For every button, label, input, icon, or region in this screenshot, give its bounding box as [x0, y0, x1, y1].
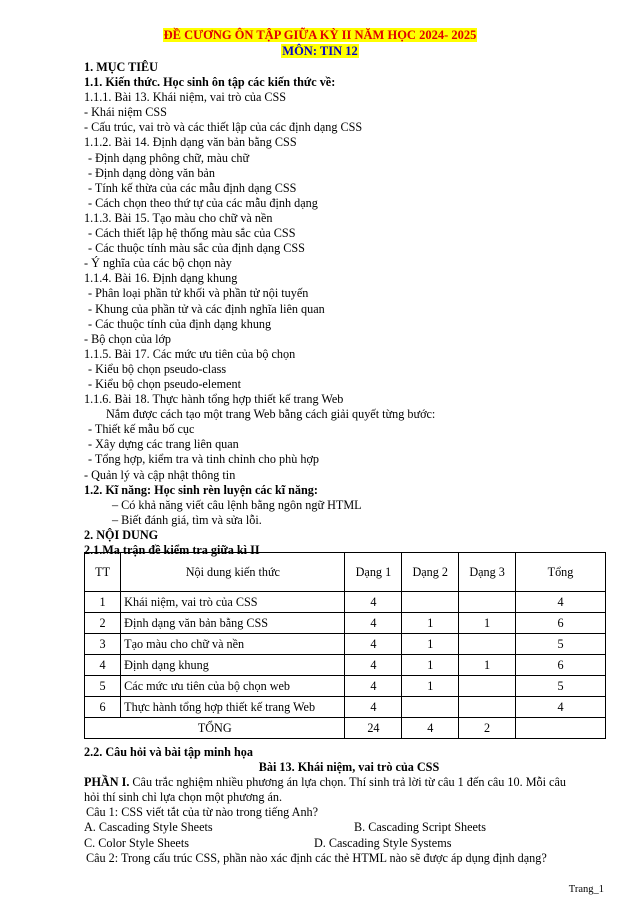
header — [0, 27, 640, 59]
header-type2: Dạng 2 — [402, 553, 459, 592]
table-cell: 4 — [345, 676, 402, 697]
table-cell: 4 — [345, 697, 402, 718]
subject-label: MÔN: TIN 12 — [282, 44, 358, 58]
total-cell: 4 — [402, 718, 459, 739]
table-cell: 1 — [459, 613, 516, 634]
table-row — [85, 697, 606, 718]
table-cell: Khái niệm, vai trò của CSS — [121, 592, 345, 613]
header-type3: Dạng 3 — [459, 553, 516, 592]
header-tt: TT — [85, 553, 121, 592]
text-line: - Cách chọn theo thứ tự của các mẫu định dạng — [88, 195, 318, 210]
table-row — [85, 676, 606, 697]
table-cell: 5 — [516, 676, 606, 697]
part1-text: Câu trắc nghiệm nhiều phương án lựa chọn. Thí sinh trả lời từ câu 1 đến câu 10. Mỗi câu — [129, 775, 566, 790]
question-2: Câu 2: Trong cấu trúc CSS, phần nào xác định các thẻ HTML nào sẽ được áp dụng định dạng? — [86, 850, 547, 865]
text-line: 1. MỤC TIÊU — [84, 60, 158, 74]
table-cell — [459, 634, 516, 655]
lesson-title: Bài 13. Khái niệm, vai trò của CSS — [258, 760, 440, 775]
text-line: - Định dạng dòng văn bản — [88, 165, 215, 180]
table-cell — [402, 697, 459, 718]
text-line: 1.1.2. Bài 14. Định dạng văn bản bằng CSS — [84, 135, 297, 150]
option-a: A. Cascading Style Sheets — [84, 820, 213, 835]
text-line: - Phân loại phần tử khối và phần tử nội tuyến — [88, 286, 309, 301]
text-line: 2. NỘI DUNG — [84, 527, 159, 542]
part1-text-cont: hỏi thí sinh chỉ lựa chọn một phương án. — [84, 790, 283, 805]
text-line: - Kiểu bộ chọn pseudo-class — [88, 361, 227, 376]
total-cell — [516, 718, 606, 739]
table-cell: Thực hành tổng hợp thiết kế trang Web — [121, 697, 345, 718]
table-cell: 1 — [402, 655, 459, 676]
text-line: 1.1. Kiến thức. Học sinh ôn tập các kiến thức về: — [84, 75, 336, 90]
text-line: - Ý nghĩa của các bộ chọn này — [84, 256, 232, 271]
table-cell: 4 — [516, 592, 606, 613]
text-line: - Các thuộc tính màu sắc của định dạng CSS — [88, 241, 305, 256]
total-cell: 2 — [459, 718, 516, 739]
text-line: - Xây dựng các trang liên quan — [88, 437, 239, 452]
text-line: 2.1.Ma trận đề kiểm tra giữa kì II — [84, 543, 260, 557]
table-cell: 1 — [459, 655, 516, 676]
text-line: – Có khả năng viết câu lệnh bằng ngôn ngữ HTML — [112, 497, 362, 512]
table-cell: 1 — [402, 676, 459, 697]
table-cell: Định dạng khung — [121, 655, 345, 676]
text-line: - Tính kế thừa của các mẫu định dạng CSS — [88, 180, 297, 195]
text-line: - Định dạng phông chữ, màu chữ — [88, 150, 250, 165]
table-row — [85, 655, 606, 676]
question-1-options-cd — [84, 836, 614, 851]
page-number: Trang_1 — [568, 884, 604, 895]
text-line: 1.2. Kĩ năng: Học sinh rèn luyện các kĩ năng: — [84, 482, 318, 497]
table-cell: 5 — [516, 634, 606, 655]
table-cell — [459, 676, 516, 697]
section-heading: 2.2. Câu hỏi và bài tập minh họa — [84, 745, 253, 759]
table-row — [85, 634, 606, 655]
objectives-section — [84, 60, 604, 558]
table-cell: 6 — [516, 655, 606, 676]
option-c: C. Color Style Sheets — [84, 835, 189, 850]
text-line: - Tổng hợp, kiểm tra và tinh chỉnh cho phù hợp — [88, 452, 319, 467]
table-cell: 4 — [345, 655, 402, 676]
header-type1: Dạng 1 — [345, 553, 402, 592]
text-line: - Các thuộc tính của định dạng khung — [88, 316, 272, 331]
text-line: - Cấu trúc, vai trò và các thiết lập của các định dạng CSS — [84, 120, 363, 135]
table-cell: 5 — [85, 676, 121, 697]
table-cell: 4 — [345, 613, 402, 634]
table-cell: 3 — [85, 634, 121, 655]
option-b: B. Cascading Script Sheets — [354, 820, 487, 835]
option-d: D. Cascading Style Systems — [314, 835, 452, 850]
table-cell: 4 — [345, 592, 402, 613]
text-line: 1.1.3. Bài 15. Tạo màu cho chữ và nền — [84, 210, 273, 225]
text-line: 1.1.4. Bài 16. Định dạng khung — [84, 271, 238, 286]
text-line: - Kiểu bộ chọn pseudo-element — [88, 376, 241, 391]
text-line: 1.1.1. Bài 13. Khái niệm, vai trò của CSS — [84, 90, 287, 105]
table-header-row — [85, 553, 606, 592]
total-label: TỔNG — [85, 718, 345, 739]
table-total-row — [85, 718, 606, 739]
part1-intro — [84, 775, 614, 790]
table-cell: 4 — [516, 697, 606, 718]
examples-section — [84, 745, 614, 866]
text-line: - Thiết kế mẫu bố cục — [88, 422, 195, 437]
table-cell: 4 — [85, 655, 121, 676]
exam-matrix-table — [84, 552, 606, 739]
text-line: - Bộ chọn của lớp — [84, 331, 171, 346]
text-line: - Khung của phần tử và các định nghĩa liên quan — [88, 301, 325, 316]
text-line: 1.1.5. Bài 17. Các mức ưu tiên của bộ chọn — [84, 346, 296, 361]
table-cell: 1 — [85, 592, 121, 613]
table-cell — [459, 592, 516, 613]
table-cell — [402, 592, 459, 613]
text-line: 1.1.6. Bài 18. Thực hành tổng hợp thiết kế trang Web — [84, 392, 344, 407]
text-line: – Biết đánh giá, tìm và sửa lỗi. — [112, 512, 262, 527]
text-line: Nắm được cách tạo một trang Web bằng cách giải quyết từng bước: — [106, 407, 436, 422]
question-1: Câu 1: CSS viết tắt của từ nào trong tiếng Anh? — [86, 805, 319, 820]
total-cell: 24 — [345, 718, 402, 739]
text-line: - Cách thiết lập hệ thống màu sắc của CSS — [88, 226, 296, 241]
header-content: Nội dung kiến thức — [121, 553, 345, 592]
table-row — [85, 592, 606, 613]
text-line: - Quản lý và cập nhật thông tin — [84, 467, 236, 482]
table-cell: 1 — [402, 613, 459, 634]
table-cell: Tạo màu cho chữ và nền — [121, 634, 345, 655]
table-row — [85, 613, 606, 634]
table-cell: 1 — [402, 634, 459, 655]
header-total: Tổng — [516, 553, 606, 592]
table-cell — [459, 697, 516, 718]
part1-label: PHẦN I. — [84, 775, 130, 790]
table-cell: Các mức ưu tiên của bộ chọn web — [121, 676, 345, 697]
table-cell: 4 — [345, 634, 402, 655]
question-1-options-ab — [84, 820, 614, 835]
table-cell: 6 — [85, 697, 121, 718]
table-cell: 6 — [516, 613, 606, 634]
table-cell: Định dạng văn bản bằng CSS — [121, 613, 345, 634]
text-line: - Khái niệm CSS — [84, 105, 167, 120]
table-cell: 2 — [85, 613, 121, 634]
document-title: ĐỀ CƯƠNG ÔN TẬP GIỮA KỲ II NĂM HỌC 2024- 2025 — [163, 28, 477, 42]
